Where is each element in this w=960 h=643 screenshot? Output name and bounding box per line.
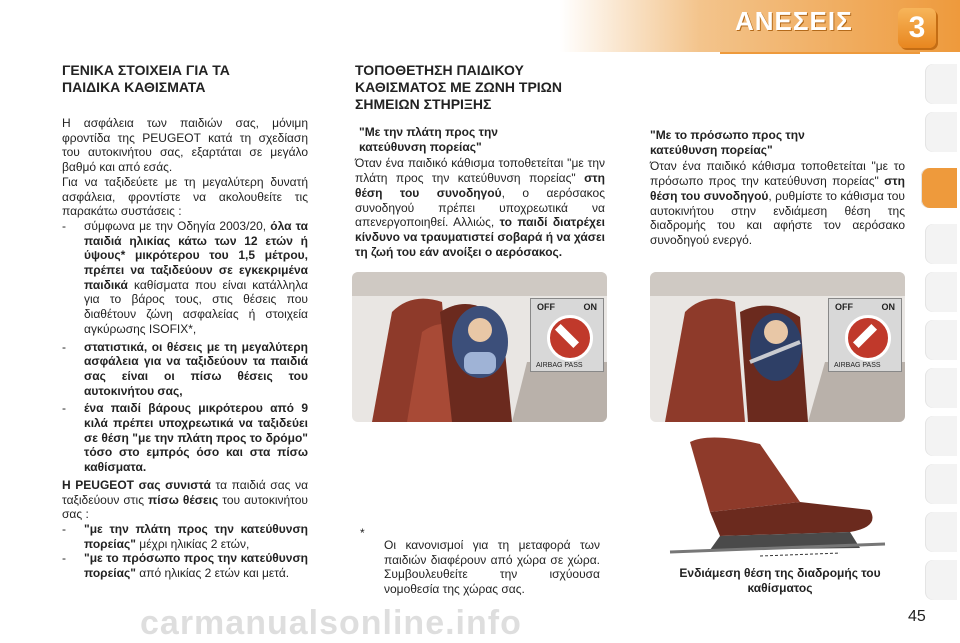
airbag-switch-icon bbox=[547, 315, 593, 361]
text-bold: το παιδί διατρέχει κίνδυνο να τραυματιστεί σοβαρά ή να χάσει τη ζωή του εάν ανοίξει ο αερόσακος. bbox=[355, 215, 605, 259]
airbag-switch-panel bbox=[828, 298, 902, 372]
list-item bbox=[62, 551, 308, 580]
seat-rail-photo bbox=[650, 432, 905, 562]
bullet-dash: - bbox=[62, 339, 66, 354]
text: , ο αερόσακος συνοδηγού πρέπει υποχρεωτικά να απενεργοποιηθεί. Αλλιώς, bbox=[355, 185, 605, 230]
airbag-on-label: ON bbox=[583, 302, 597, 312]
bullet-dash: - bbox=[62, 521, 66, 536]
list-item bbox=[62, 219, 308, 337]
airbag-switch-icon bbox=[845, 315, 891, 361]
section-heading: ΓΕΝΙΚΑ ΣΤΟΙΧΕΙΑ ΓΙΑ ΤΑ ΠΑΙΔΙΚΑ ΚΑΘΙΣΜΑΤΑ bbox=[62, 62, 230, 95]
airbag-off-label: OFF bbox=[835, 302, 853, 312]
list-text: καθίσματα που είναι κατάλληλα για το βάρος τους, στις θέσεις που διαθέτουν ζώνη ασφαλείας ή στοιχεία αγκύρωσης ISOFIX*, bbox=[84, 277, 308, 336]
list-text-bold: ένα παιδί βάρους μικρότερου από 9 κιλά πρέπει υποχρεωτικά να ταξιδεύει σε θέση "με την πλάτη προς το δρόμο" τόσο στο εμπρός όσο και στα πίσω καθίσματα. bbox=[84, 401, 308, 475]
bullet-dash: - bbox=[62, 551, 66, 566]
chapter-title: ΑΝΕΣΕΙΣ bbox=[735, 6, 853, 36]
text-bold: Η PEUGEOT σας συνιστά bbox=[62, 477, 211, 492]
chapter-tab[interactable] bbox=[925, 416, 957, 456]
airbag-off-label: OFF bbox=[537, 302, 555, 312]
text: , ρυθμίστε το κάθισμα του αυτοκινήτου στην ενδιάμεση θέση της διαδρομής του και αφήστε τον αερόσακο συνοδηγού ενεργό. bbox=[650, 188, 905, 247]
list-item bbox=[62, 340, 308, 399]
bullet-dash: - bbox=[62, 218, 66, 233]
list-text: μέχρι ηλικίας 2 ετών, bbox=[135, 536, 250, 551]
footnote-text: Οι κανονισμοί για τη μεταφορά των παιδιών διαφέρουν από χώρα σε χώρα. Συμβουλευθείτε την ισχύουσα νομοθεσία της χώρας σας. bbox=[384, 538, 600, 597]
chapter-tab[interactable] bbox=[925, 272, 957, 312]
chapter-tab[interactable] bbox=[925, 512, 957, 552]
chapter-tab[interactable] bbox=[925, 368, 957, 408]
list-text-bold: στατιστικά, οι θέσεις με τη μεγαλύτερη ασφάλεια για να ταξιδεύουν τα παιδιά σας είναι οι πίσω θέσεις του αυτοκινήτου σας, bbox=[84, 339, 308, 398]
list-text: από ηλικίας 2 ετών και μετά. bbox=[135, 566, 290, 581]
recommendation-paragraph bbox=[62, 478, 308, 522]
text: Όταν ένα παιδικό κάθισμα τοποθετείται "με το πρόσωπο προς την κατεύθυνση πορείας" bbox=[650, 159, 905, 189]
text: του αυτοκινήτου σας : bbox=[62, 492, 308, 522]
airbag-switch-panel bbox=[530, 298, 604, 372]
watermark: carmanualsonline.info bbox=[140, 604, 522, 642]
text: τα παιδιά σας να ταξιδεύουν στις bbox=[62, 477, 309, 507]
list-text: σύμφωνα με την Οδηγία 2003/20, bbox=[84, 218, 271, 233]
subheading: "Με το πρόσωπο προς την κατεύθυνση πορείας" bbox=[650, 128, 805, 157]
chapter-tabs bbox=[925, 64, 960, 624]
chapter-tab[interactable] bbox=[925, 560, 957, 600]
footnote bbox=[360, 526, 600, 609]
list-item bbox=[62, 522, 308, 551]
seat-rail-illustration bbox=[650, 432, 905, 562]
airbag-panel-label: AIRBAG PASS bbox=[536, 362, 583, 369]
list-text-bold: "με το πρόσωπο προς την κατεύθυνση πορείας" bbox=[84, 551, 308, 581]
chapter-tab[interactable] bbox=[925, 320, 957, 360]
footnote-star: * bbox=[360, 526, 365, 540]
text-bold: στη θέση του συνοδηγού bbox=[650, 174, 905, 203]
header-rule bbox=[720, 52, 920, 54]
advice-paragraph: Για να ταξιδεύετε με τη μεγαλύτερη δυνατή ασφάλεια, φροντίστε να ακολουθείτε τις παρακάτω συστάσεις : bbox=[62, 174, 308, 219]
photo-caption: Ενδιάμεση θέση της διαδρομής του καθίσματος bbox=[679, 566, 881, 595]
forward-facing-seat-photo bbox=[650, 272, 905, 422]
airbag-panel-label: AIRBAG PASS bbox=[834, 362, 881, 369]
middle-column bbox=[355, 62, 605, 259]
list-item bbox=[62, 401, 308, 475]
left-column bbox=[62, 62, 308, 581]
bullet-dash: - bbox=[62, 401, 66, 416]
subheading: "Με την πλάτη προς την κατεύθυνση πορείας" bbox=[359, 125, 498, 154]
page-header bbox=[0, 0, 960, 52]
chapter-tab[interactable] bbox=[925, 112, 957, 152]
chapter-tab[interactable] bbox=[925, 464, 957, 504]
rear-facing-seat-photo bbox=[352, 272, 607, 422]
list-text-bold: όλα τα παιδιά ηλικίας κάτω των 12 ετών ή ύψους* μικρότερου του 1,5 μέτρου, πρέπει να ταξιδεύουν σε εγκεκριμένα παιδικά bbox=[84, 218, 309, 292]
chapter-tab[interactable] bbox=[925, 224, 957, 264]
body-paragraph bbox=[355, 156, 605, 259]
airbag-on-label: ON bbox=[881, 302, 895, 312]
chapter-number-badge: 3 bbox=[898, 8, 936, 48]
right-column bbox=[650, 128, 905, 248]
chapter-tab[interactable] bbox=[925, 64, 957, 104]
chapter-tab-active[interactable] bbox=[921, 168, 957, 208]
section-heading: ΤΟΠΟΘΕΤΗΣΗ ΠΑΙΔΙΚΟΥ ΚΑΘΙΣΜΑΤΟΣ ΜΕ ΖΩΝΗ ΤΡΙΩΝ ΣΗΜΕΙΩΝ ΣΤΗΡΙΞΗΣ bbox=[355, 62, 563, 112]
text-bold: πίσω θέσεις bbox=[148, 492, 219, 507]
body-paragraph bbox=[650, 159, 905, 247]
intro-paragraph: Η ασφάλεια των παιδιών σας, μόνιμη φροντίδα της PEUGEOT κατά τη σχεδίαση του αυτοκινήτου σας, εξαρτάται σε μεγάλο βαθμό και από εσάς. bbox=[62, 116, 308, 175]
text: Όταν ένα παιδικό κάθισμα τοποθετείται "με την πλάτη προς την κατεύθυνση πορείας" bbox=[355, 156, 605, 186]
text-bold: στη θέση του συνοδηγού bbox=[355, 171, 605, 200]
list-text-bold: "με την πλάτη προς την κατεύθυνση πορείας" bbox=[84, 521, 308, 551]
page-number: 45 bbox=[908, 608, 926, 625]
